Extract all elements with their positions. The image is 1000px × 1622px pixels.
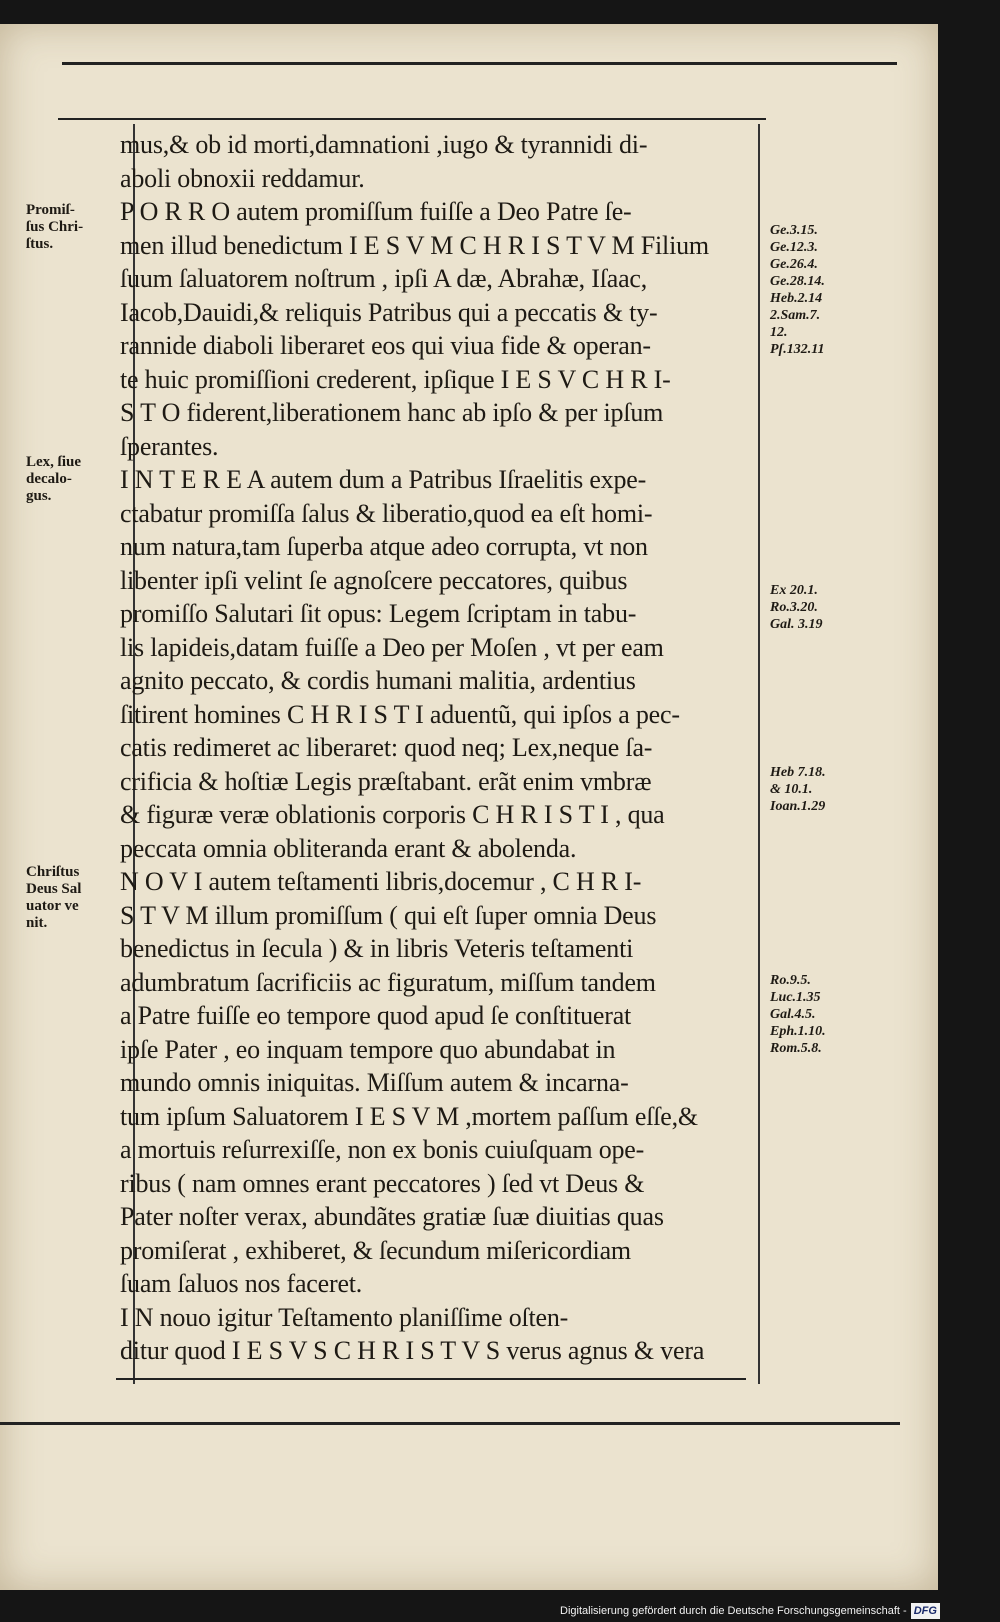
- text-line: crificia & hoſtiæ Legis præſtabant. erãt enim vmbræ: [120, 766, 652, 796]
- text-line: a Patre fuiſſe eo tempore quod apud ſe conſtituerat: [120, 1001, 632, 1030]
- text-line: ſuum ſaluatorem noſtrum , ipſi A dæ, Abrahæ, Iſaac,: [120, 264, 648, 293]
- text-line: ſperantes.: [120, 431, 219, 461]
- text-line: ditur quod I E S V S C H R I S T V S verus agnus & vera: [120, 1336, 705, 1365]
- digitization-footer: [560, 1603, 940, 1619]
- text-line: adumbratum ſacrificiis ac figuratum, miſſum tandem: [120, 967, 656, 997]
- dfg-logo: DFG: [911, 1603, 940, 1619]
- text-line: te huic promiſſioni crederent, ipſique I E S V C H R I-: [120, 364, 671, 394]
- text-line: ſuam ſaluos nos faceret.: [120, 1269, 363, 1298]
- top-rule: [62, 62, 897, 65]
- text-line: libenter ipſi velint ſe agnoſcere peccatores, quibus: [120, 565, 628, 595]
- text-line: promiſerat , exhiberet, & ſecundum miſericordiam: [120, 1235, 631, 1265]
- text-line: ribus ( nam omnes erant peccatores ) ſed vt Deus &: [120, 1168, 645, 1198]
- scripture-refs-2: Ex 20.1. Ro.3.20. Gal. 3.19: [770, 583, 823, 632]
- book-page: [0, 24, 938, 1590]
- text-line: ipſe Pater , eo inquam tempore quo abundabat in: [120, 1034, 616, 1064]
- bottom-rule: [0, 1422, 900, 1425]
- text-line: a mortuis reſurrexiſſe, non ex bonis cuiuſquam ope-: [120, 1135, 645, 1164]
- footer-text: Digitalisierung gefördert durch die Deutsche Forschungsgemeinschaft -: [560, 1605, 907, 1617]
- scripture-refs-4: Ro.9.5. Luc.1.35 Gal.4.5. Eph.1.10. Rom.5.8.: [770, 973, 826, 1056]
- text-line: ſitirent homines C H R I S T I aduentũ, qui ipſos a pec-: [120, 699, 680, 729]
- scripture-refs-1: Ge.3.15. Ge.12.3. Ge.26.4. Ge.28.14. Heb.2.14 2.Sam.7. 12. Pſ.132.11: [770, 223, 825, 357]
- text-line: lis lapideis,datam fuiſſe a Deo per Moſen , vt per eam: [120, 632, 664, 662]
- text-line: mus,& ob id morti,damnationi ,iugo & tyrannidi di-: [120, 130, 648, 159]
- top-inner-rule: [58, 118, 766, 120]
- text-line: I N T E R E A autem dum a Patribus Iſraelitis expe-: [120, 465, 647, 494]
- text-line: P O R R O autem promiſſum fuiſſe a Deo Patre ſe-: [120, 197, 632, 226]
- text-line: I N nouo igitur Teſtamento planiſſime oſten-: [120, 1302, 569, 1332]
- text-line: mundo omnis iniquitas. Miſſum autem & incarna-: [120, 1068, 629, 1097]
- side-note-promissus: Promiſ- ſus Chri- ſtus.: [26, 202, 84, 252]
- text-line: peccata omnia obliteranda erant & abolenda.: [120, 833, 577, 863]
- bottom-inner-rule: [116, 1378, 746, 1380]
- text-line: catis redimeret ac liberaret: quod neq; Lex,neque ſa-: [120, 733, 653, 762]
- text-line: S T O fiderent,liberationem hanc ab ipſo & per ipſum: [120, 398, 664, 427]
- text-line: aboli obnoxii reddamur.: [120, 163, 365, 193]
- text-line: rannide diaboli liberaret eos qui viua fide & operan-: [120, 331, 651, 360]
- side-note-christus: Chriſtus Deus Sal uator ve nit.: [26, 864, 82, 931]
- text-line: men illud benedictum I E S V M C H R I S T V M Filium: [120, 230, 709, 260]
- text-line: N O V I autem teſtamenti libris,docemur , C H R I-: [120, 867, 642, 896]
- text-line: & figuræ veræ oblationis corporis C H R I S T I , qua: [120, 800, 665, 829]
- text-line: Iacob,Dauidi,& reliquis Patribus qui a peccatis & ty-: [120, 297, 658, 327]
- scripture-refs-3: Heb 7.18. & 10.1. Ioan.1.29: [770, 765, 826, 814]
- text-line: promiſſo Salutari ſit opus: Legem ſcriptam in tabu-: [120, 599, 637, 628]
- text-line: agnito peccato, & cordis humani malitia, ardentius: [120, 666, 636, 695]
- main-text: [120, 128, 760, 1368]
- text-line: S T V M illum promiſſum ( qui eſt ſuper omnia Deus: [120, 900, 657, 930]
- text-line: benedictus in ſecula ) & in libris Veteris teſtamenti: [120, 934, 634, 963]
- text-line: num natura,tam ſuperba atque adeo corrupta, vt non: [120, 532, 648, 561]
- text-line: ctabatur promiſſa ſalus & liberatio,quod ea eſt homi-: [120, 498, 653, 528]
- text-line: tum ipſum Saluatorem I E S V M ,mortem paſſum eſſe,&: [120, 1101, 698, 1131]
- side-note-lex: Lex, ſiue decalo- gus.: [26, 454, 81, 504]
- text-line: Pater noſter verax, abundãtes gratiæ ſuæ diuitias quas: [120, 1202, 664, 1231]
